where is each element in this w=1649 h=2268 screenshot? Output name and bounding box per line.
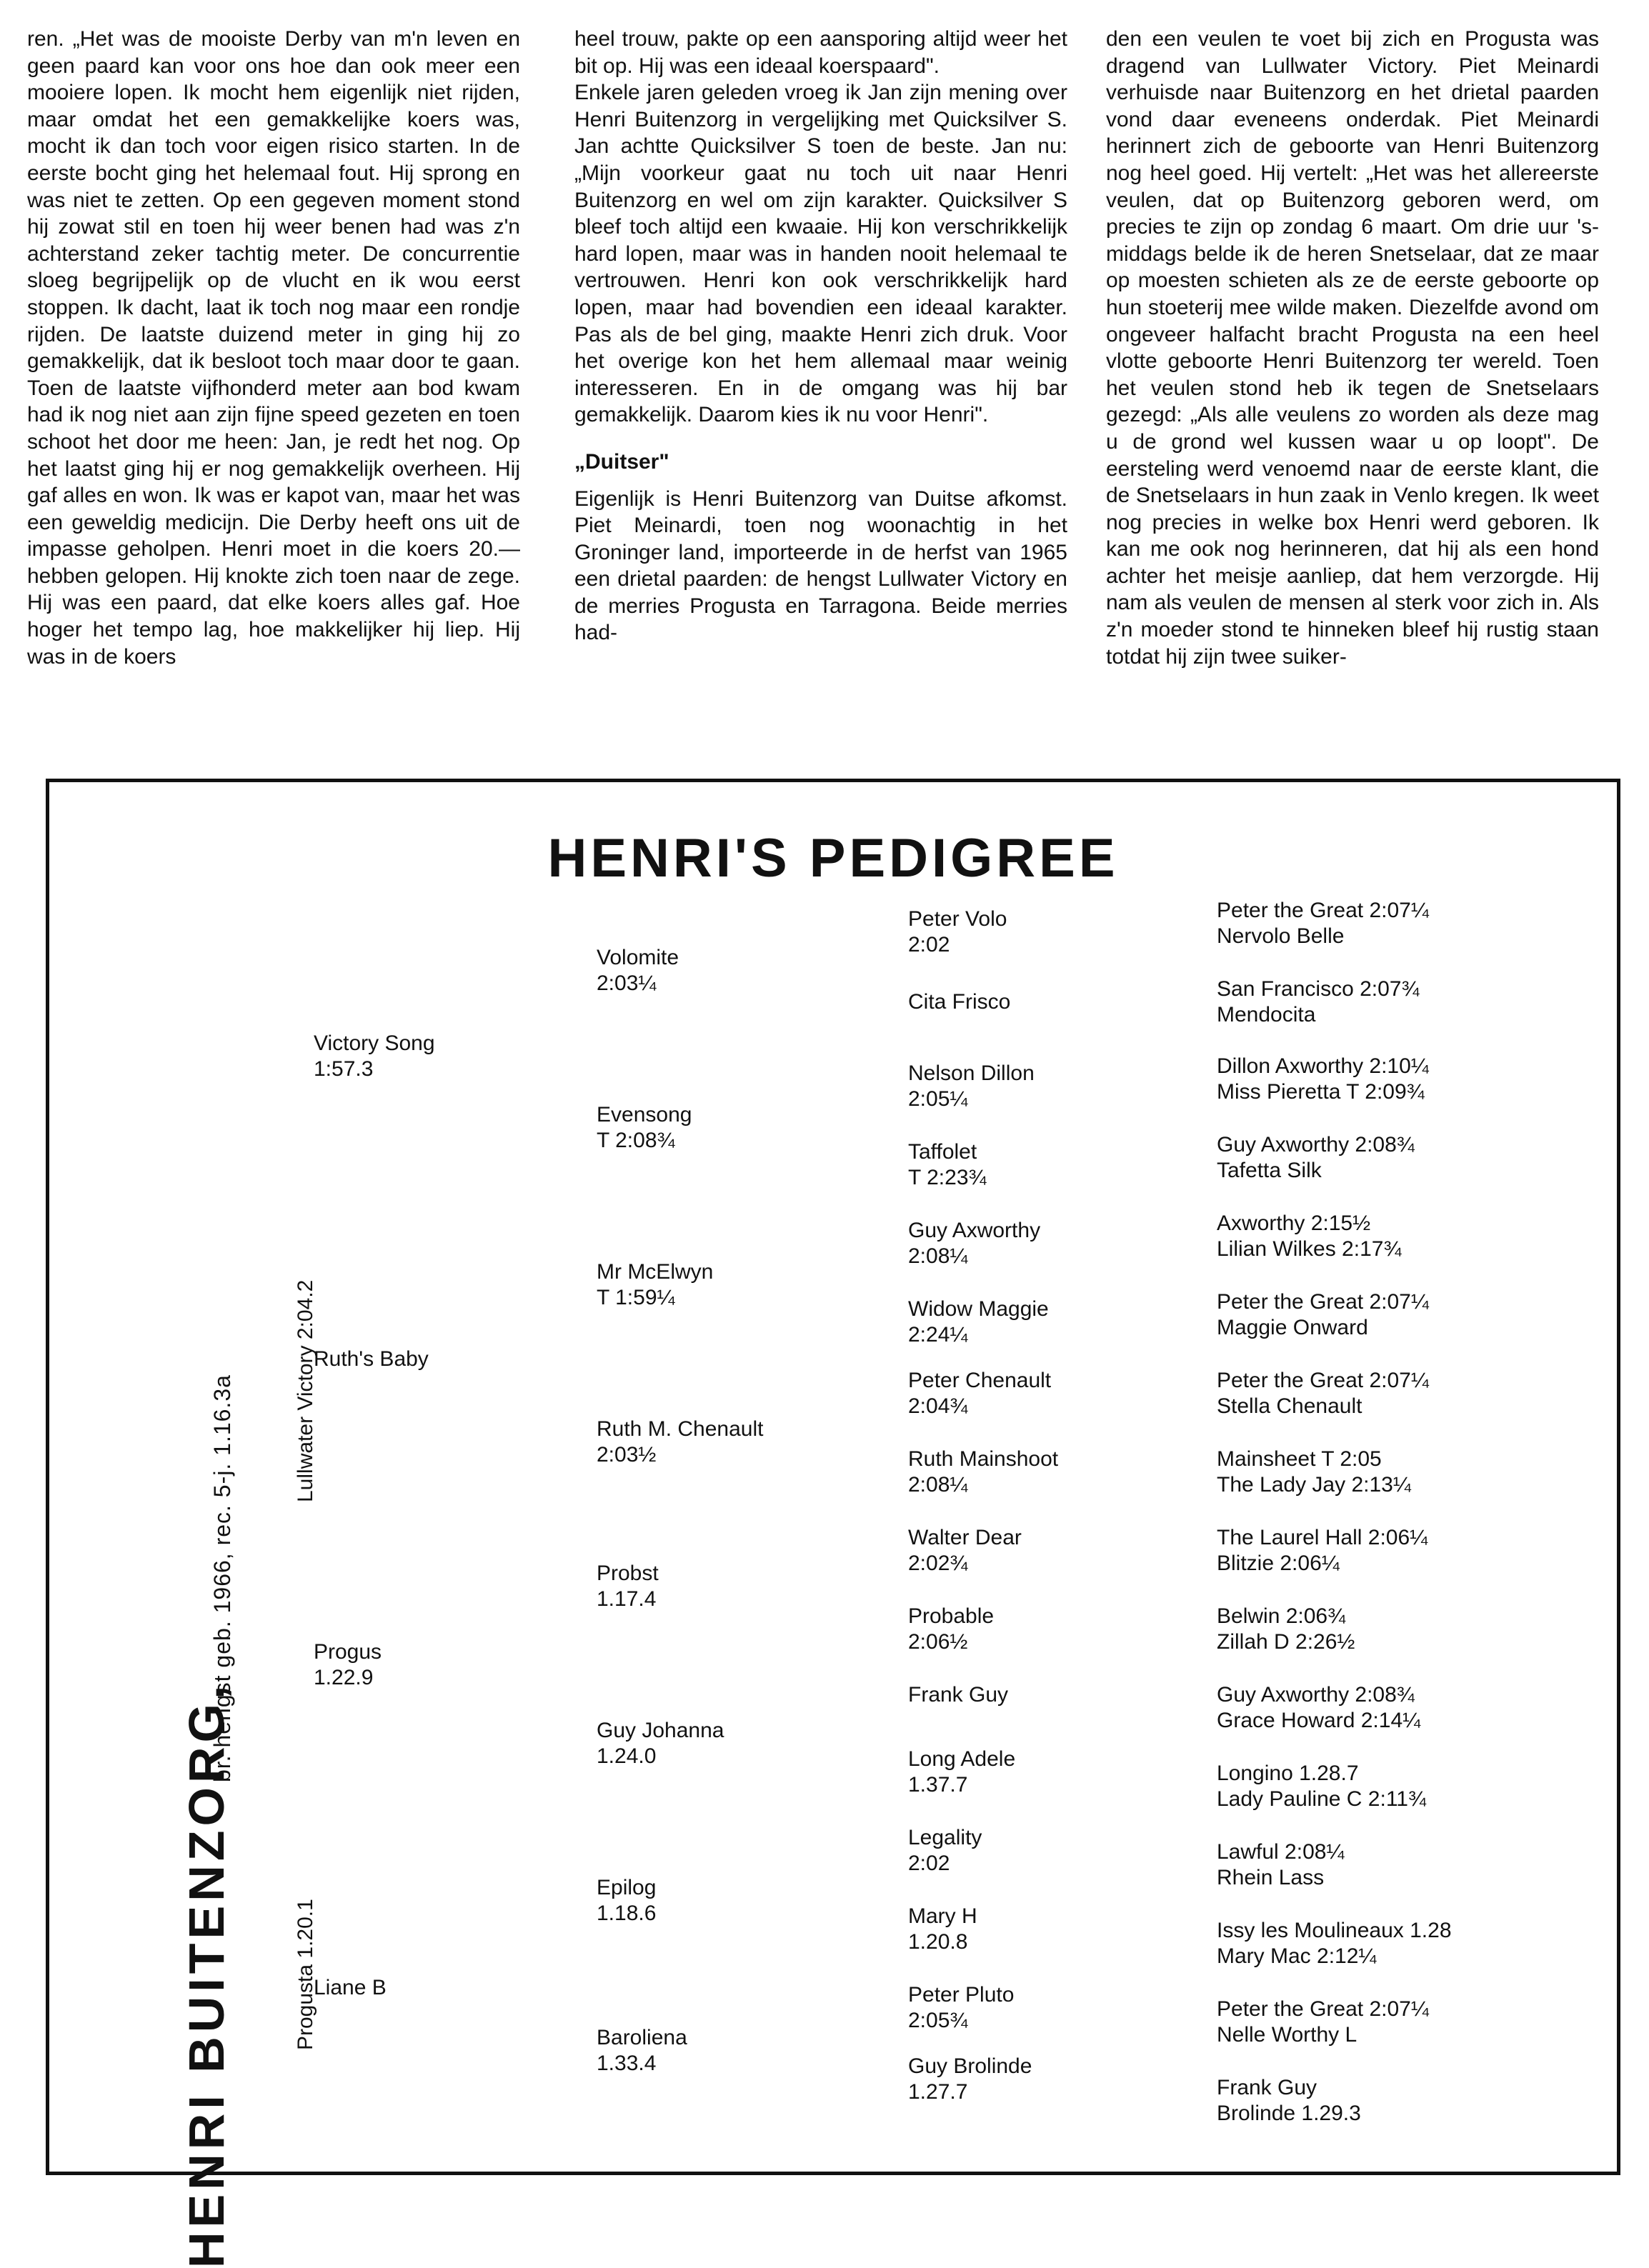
gen3-ancestor: Baroliena 1.33.4 — [597, 2026, 687, 2075]
article-column-2 — [574, 26, 1067, 646]
gen4-ancestor: Probable 2:06½ — [908, 1604, 995, 1654]
gen3-ancestor: Ruth M. Chenault 2:03½ — [597, 1417, 764, 1467]
gen5-ancestor: San Francisco 2:07¾ Mendocita — [1217, 977, 1420, 1026]
gen3-ancestor: Evensong T 2:08¾ — [597, 1103, 692, 1152]
pedigree-chart — [46, 779, 1620, 2268]
gen4-ancestor: Peter Volo 2:02 — [908, 907, 1007, 956]
gen5-ancestor: Peter the Great 2:07¼ Stella Chenault — [1217, 1369, 1429, 1418]
horse-description: br. hengst geb. 1966, rec. 5-j. 1.16.3a — [209, 1374, 235, 1782]
gen4-ancestor: Widow Maggie 2:24¼ — [908, 1297, 1049, 1347]
gen5-ancestor: Lawful 2:08¼ Rhein Lass — [1217, 1840, 1345, 1889]
article-paragraph: heel trouw, pakte op een aansporing altijd weer het bit op. Hij was een ideaal koerspaard". — [574, 27, 1067, 78]
gen3-ancestor: Epilog 1.18.6 — [597, 1876, 657, 1925]
gen4-ancestor: Ruth Mainshoot 2:08¼ — [908, 1447, 1059, 1497]
gen2-ancestor: Progus 1.22.9 — [314, 1640, 382, 1689]
article-column-3 — [1106, 26, 1599, 670]
gen5-ancestor: Axworthy 2:15½ Lilian Wilkes 2:17¾ — [1217, 1212, 1402, 1261]
article-column-1 — [27, 26, 520, 670]
gen4-ancestor: Walter Dear 2:02¾ — [908, 1526, 1022, 1575]
gen3-ancestor: Volomite 2:03¼ — [597, 946, 679, 995]
gen4-ancestor: Peter Chenault 2:04¾ — [908, 1369, 1052, 1418]
horse-name: HENRI BUITENZORG, — [179, 1681, 234, 2268]
gen5-ancestor: Peter the Great 2:07¼ Maggie Onward — [1217, 1290, 1429, 1339]
gen4-ancestor: Taffolet T 2:23¾ — [908, 1140, 987, 1189]
article-paragraph: Eigenlijk is Henri Buitenzorg van Duitse afkomst. Piet Meinardi, toen nog woonachtig in het Groninger land, importeerde in de herfst van 1965 een drietal paarden: de hengst Lullwater Victory en de merries Progusta en Tarragona. Beide merries had- — [574, 486, 1067, 645]
gen5-ancestor: Mainsheet T 2:05 The Lady Jay 2:13¼ — [1217, 1447, 1411, 1497]
gen4-ancestor: Guy Axworthy 2:08¼ — [908, 1219, 1041, 1268]
gen4-ancestor: Cita Frisco — [908, 990, 1011, 1014]
gen5-ancestor: Guy Axworthy 2:08¾ Grace Howard 2:14¼ — [1217, 1683, 1421, 1732]
dam-name: Progusta 1.20.1 — [294, 1899, 317, 2050]
gen4-ancestor: Frank Guy — [908, 1683, 1009, 1707]
gen5-ancestor: Longino 1.28.7 Lady Pauline C 2:11¾ — [1217, 1762, 1426, 1811]
gen2-ancestor: Victory Song 1:57.3 — [314, 1031, 435, 1081]
gen2-ancestor: Ruth's Baby — [314, 1347, 429, 1371]
gen5-ancestor: Peter the Great 2:07¼ Nervolo Belle — [1217, 899, 1429, 948]
gen5-ancestor: Guy Axworthy 2:08¾ Tafetta Silk — [1217, 1133, 1415, 1182]
pedigree-title: HENRI'S PEDIGREE — [547, 828, 1119, 889]
article-paragraph: ren. „Het was de mooiste Derby van m'n leven en geen paard kan voor ons hoe dan ook meer een mooiere lopen. Ik mocht hem eigenlijk niet rijden, maar omdat het een gemakkelijke koers was, mocht ik dan toch voor eigen risico starten. In de eerste bocht ging het helemaal fout. Hij sprong en was niet te zetten. Op een gegeven moment stond hij zowat stil en toen hij weer benen had was z'n achterstand zeker tachtig meter. De concurrentie sloeg begrijpelijk op de vlucht en ik wou eerst stoppen. Ik dacht, laat ik toch nog maar een rondje rijden. De laatste duizend meter in ging hij zo gemakkelijk, dat ik besloot toch maar door te gaan. Toen de laatste vijfhonderd meter aan bod kwam had ik nog niet aan zijn fijne speed gezeten en toen schoot het door me heen: Jan, je redt het nog. Op het laatst ging hij er nog gemakkelijk overheen. Hij gaf alles en won. Ik was er kapot van, maar het was een geweldig medicijn. Die Derby heeft ons uit de impasse geholpen. Henri moet in die koers 20.— hebben gelopen. Hij knokte zich toen naar de zege. Hij was een paard, dat elke koers alles gaf. Hoe hoger het tempo lag, hoe makkelijker hij liep. Hij was in de koers — [27, 27, 520, 669]
gen4-ancestor: Legality 2:02 — [908, 1826, 982, 1875]
gen5-ancestor: Peter the Great 2:07¼ Nelle Worthy L — [1217, 1997, 1429, 2047]
article-paragraph: den een veulen te voet bij zich en Progusta was dragend van Lullwater Victory. Piet Meinardi verhuisde naar Buitenzorg en het drietal paarden vond daar eveneens onderdak. Piet Meinardi herinnert zich de geboorte van Henri Buitenzorg nog heel goed. Hij vertelt: „Het was het allereerste veulen, dat op Buitenzorg geboren werd, om precies te zijn op zondag 6 maart. Om drie uur 's-middags belde ik de heren Snetselaar, dat ze maar op moesten schieten als ze de eerste geboorte op hun stoeterij mee wilde maken. Diezelfde avond om ongeveer halfacht bracht Progusta na een heel vlotte geboorte Henri Buitenzorg ter wereld. Toen het veulen stond heb ik tegen de Snetselaars gezegd: „Als alle veulens zo worden als deze mag u de grond wel kussen waar u op loopt". De eersteling werd venoemd naar de eerste klant, die de Snetselaars in hun zaak in Venlo kregen. Ik weet nog precies in welke box Henri werd geboren. Ik kan me ook nog herinneren, dat hij als een hond achter het meisje aanliep, dat hem verzorgde. Hij nam als veulen de mensen al sterk voor zich in. Als z'n moeder stond te hinneken bleef hij rustig staan totdat hij zijn twee suiker- — [1106, 27, 1599, 669]
gen2-ancestor: Liane B — [314, 1976, 387, 1999]
sire-name: Lullwater Victory 2:04.2 — [294, 1279, 317, 1502]
gen4-ancestor: Guy Brolinde 1.27.7 — [908, 2054, 1032, 2104]
section-heading: „Duitser" — [574, 449, 669, 474]
gen5-ancestor: Issy les Moulineaux 1.28 Mary Mac 2:12¼ — [1217, 1919, 1452, 1968]
gen5-ancestor: Dillon Axworthy 2:10¼ Miss Pieretta T 2:09¾ — [1217, 1054, 1429, 1104]
gen3-ancestor: Probst 1.17.4 — [597, 1562, 659, 1611]
gen5-ancestor: The Laurel Hall 2:06¼ Blitzie 2:06¼ — [1217, 1526, 1428, 1575]
gen4-ancestor: Peter Pluto 2:05¾ — [908, 1983, 1015, 2032]
gen5-ancestor: Frank Guy Brolinde 1.29.3 — [1217, 2076, 1361, 2125]
gen5-ancestor: Belwin 2:06¾ Zillah D 2:26½ — [1217, 1604, 1355, 1654]
article-paragraph: Enkele jaren geleden vroeg ik Jan zijn mening over Henri Buitenzorg in vergelijking met Quicksilver S. Jan achtte Quicksilver S toen de beste. Jan nu: „Mijn voorkeur gaat nu toch uit naar Henri Buitenzorg en wel om zijn karakter. Quicksilver S bleef toch altijd een kwaaie. Hij kon verschrikkelijk hard lopen, maar was in handen nooit helemaal te vertrouwen. Henri kon ook verschrikkelijk hard lopen, maar had bovendien een ideaal karakter. Pas als de bel ging, maakte Henri zich druk. Voor het overige kon het hem allemaal maar weinig interesseren. En in de omgang was hij bar gemakkelijk. Daarom kies ik nu voor Henri". — [574, 81, 1067, 427]
gen4-ancestor: Mary H 1.20.8 — [908, 1904, 977, 1954]
gen4-ancestor: Nelson Dillon 2:05¼ — [908, 1061, 1035, 1111]
gen3-ancestor: Guy Johanna 1.24.0 — [597, 1719, 724, 1768]
gen4-ancestor: Long Adele 1.37.7 — [908, 1747, 1016, 1797]
gen3-ancestor: Mr McElwyn T 1:59¼ — [597, 1260, 714, 1309]
